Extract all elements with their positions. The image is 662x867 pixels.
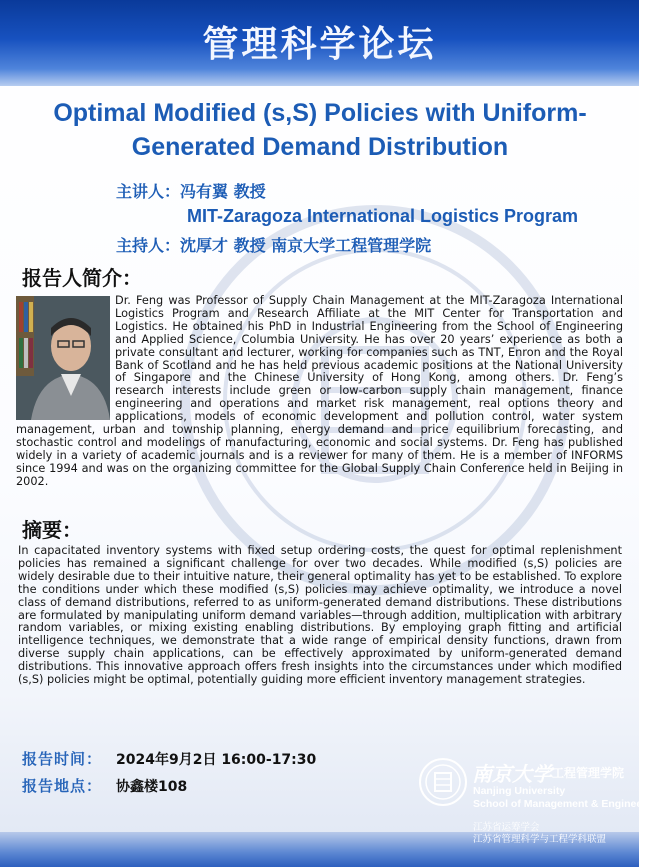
abstract-heading: 摘要： (22, 518, 82, 542)
bio-text: Dr. Feng was Professor of Supply Chain Management at the MIT-Zaragoza International Logistics Program and Research Affiliate at the MIT Center for Transportation and Logistics. He obtained his PhD in Industrial Engineering from the School of Engineering and Applied Science, Columbia University. He has over 20 years’ experience as both a private consultant and lecturer, working for companies such as TNT, Enron and the Royal Bank of Scotland and he has held previous academic positions at the National University of Singapore and the Chinese University of Hong Kong, among others. Dr. Feng’s research interests include green or low-carbon supply chain management, finance engineering and operations and market risk management, real options theory and applications, models of economic development and pollution control, water system management, urban and township planning, energy demand and price equilibrium forecasting, and stochastic control and modelings of manufacturing, economic and social systems. Dr. Feng has published widely in a variety of academic journals and is a reviewer for many of them. He is a member of INFORMS since 1994 and was on the organizing committee for the Global Supply Chain Conference held in Beijing in 2002. (16, 294, 623, 488)
speaker-affiliation: MIT-Zaragoza International Logistics Program (187, 206, 579, 226)
university-name-cn: 南京大学 (472, 762, 552, 786)
university-logo-block (415, 745, 662, 867)
bio-paragraph (16, 295, 623, 489)
organizer-1: 江苏省运筹学会 (473, 822, 540, 833)
abstract-text: In capacitated inventory systems with fixed setup ordering costs, the quest for optimal replenishment policies has remained a significant challenge for over two decades. While modified (s,S) policies are widely desirable due to their intuitive nature, their general optimality has yet to be established. To explore the conditions under which these modified (s,S) policies may achieve optimality, we introduce a novel class of demand distributions, referred to as uniform-generated demand distributions. These distributions are formulated by manipulating uniform demand variables—through addition, multiplication with arbitrary random variables, or mixing existing enabling distributions. By employing graph fitting and artificial intelligence techniques, we demonstrate that a wide range of empirical density functions, drawn from diverse supply chain applications, can be effectively approximated by uniform-generated demand distributions. This innovative approach offers fresh insights into the circumstances under which modified (s,S) policies might be optimal, potentially guiding more efficient inventory management strategies. (18, 544, 622, 687)
place-label: 报告地点： (22, 777, 103, 795)
school-name-cn: 工程管理学院 (552, 766, 625, 780)
university-name-en: Nanjing University (473, 785, 566, 797)
photo-spacer (16, 295, 115, 423)
header-banner (0, 0, 639, 86)
organizer-2: 江苏省管理科学与工程学科联盟 (473, 834, 607, 845)
time-value: 2024年9月2日 16:00-17:30 (116, 752, 317, 768)
time-label: 报告时间： (22, 750, 103, 768)
place-value: 协鑫楼108 (116, 779, 188, 795)
talk-title: Optimal Modified (s,S) Policies with Uniform-Generated Demand Distribution (53, 99, 587, 161)
forum-title: 管理科学论坛 (202, 23, 437, 65)
speaker-line: 主讲人：冯有翼 教授 (116, 182, 266, 201)
host-line: 主持人：沈厚才 教授 南京大学工程管理学院 (116, 236, 432, 255)
school-name-en: School of Management & Engineering (473, 798, 662, 810)
bio-heading: 报告人简介： (22, 266, 142, 290)
university-emblem-icon (418, 757, 468, 807)
